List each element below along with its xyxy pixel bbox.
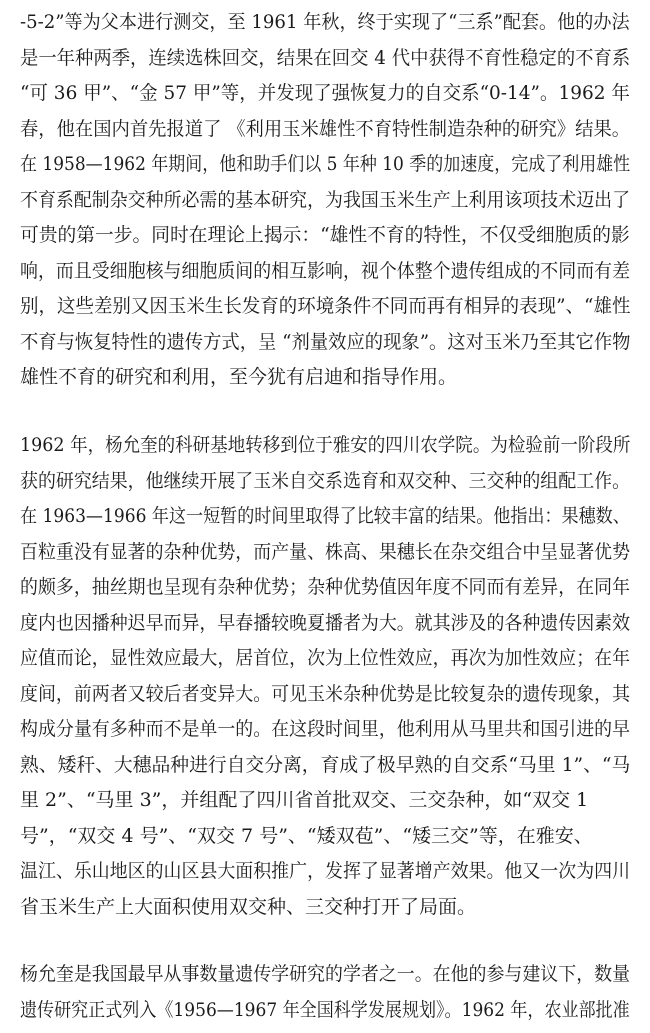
text-line: 熟、矮秆、大穗品种进行自交分离，育成了极早熟的自交系“马里 1”、“马 (20, 754, 631, 776)
text-line: 在 1958—1962 年期间，他和助手们以 5 年种 10 季的加速度，完成了利用雄性 (20, 153, 631, 175)
text-line: 不育与恢复特性的遗传方式，呈 “剂量效应的现象”。这对玉米乃至其它作物 (20, 331, 631, 353)
text-line: -5-2”等为父本进行测交，至 1961 年秋，终于实现了“三系”配套。他的办法 (20, 11, 630, 33)
text-line: 号”，“双交 4 号”、“双交 7 号”、“矮双苞”、“矮三交”等，在雅安、 (20, 825, 593, 847)
text-line: 度内也因播种迟早而异，早春播较晚夏播者为大。就其涉及的各种遗传因素效 (20, 612, 631, 634)
text-line: 构成分量有多种而不是单一的。在这段时间里，他利用从马里共和国引进的早 (20, 718, 631, 740)
text-line: 的颇多，抽丝期也呈现有杂种优势；杂种优势值因年度不同而有差异，在同年 (20, 576, 631, 598)
text-line: 省玉米生产上大面积使用双交种、三交种打开了局面。 (20, 896, 477, 918)
text-line: 里 2”、“马里 3”，并组配了四川省首批双交、三交杂种，如“双交 1 (20, 789, 589, 811)
text-line: 杨允奎是我国最早从事数量遗传学研究的学者之一。在他的参与建议下，数量 (20, 963, 631, 985)
text-line: 1962 年，杨允奎的科研基地转移到位于雅安的四川农学院。为检验前一阶段所 (20, 434, 631, 456)
text-line: 应值而论，显性效应最大，居首位，次为上位性效应，再次为加性效应；在年 (20, 647, 631, 669)
text-line: “可 36 甲”、“金 57 甲”等，并发现了强恢复力的自交系“0-14”。1962 年 (20, 82, 630, 104)
text-line: 度间，前两者又较后者变异大。可见玉米杂种优势是比较复杂的遗传现象，其 (20, 683, 631, 705)
text-line: 百粒重没有显著的杂种优势，而产量、株高、果穗长在杂交组合中呈显著优势 (20, 541, 631, 563)
text-line: 雄性不育的研究和利用，至今犹有启迪和指导作用。 (20, 366, 458, 388)
text-line: 获的研究结果，他继续开展了玉米自交系选育和双交种、三交种的组配工作。 (20, 470, 631, 492)
text-line: 在 1963—1966 年这一短暂的时间里取得了比较丰富的结果。他指出：果穗数、 (20, 505, 630, 527)
text-line: 响，而且受细胞核与细胞质间的相互影响，视个体整个遗传组成的不同而有差 (20, 260, 631, 282)
text-line: 温江、乐山地区的山区县大面积推广，发挥了显著增产效果。他又一次为四川 (20, 860, 631, 882)
text-line: 是一年种两季，连续选株回交，结果在回交 4 代中获得不育性稳定的不育系 (20, 47, 631, 69)
text-line: 不育系配制杂交种所必需的基本研究，为我国玉米生产上利用该项技术迈出了 (20, 189, 631, 211)
text-line: 春，他在国内首先报道了 《利用玉米雄性不育特性制造杂种的研究》结果。 (20, 118, 631, 140)
text-line: 可贵的第一步。同时在理论上揭示：“雄性不育的特性，不仅受细胞质的影 (20, 224, 630, 246)
text-line: 遗传研究正式列入《1956—1967 年全国科学发展规划》。1962 年，农业部批准 (20, 999, 630, 1021)
text-line: 别，这些差别又因玉米生长发育的环境条件不同而再有相异的表现”、“雄性 (20, 295, 631, 317)
